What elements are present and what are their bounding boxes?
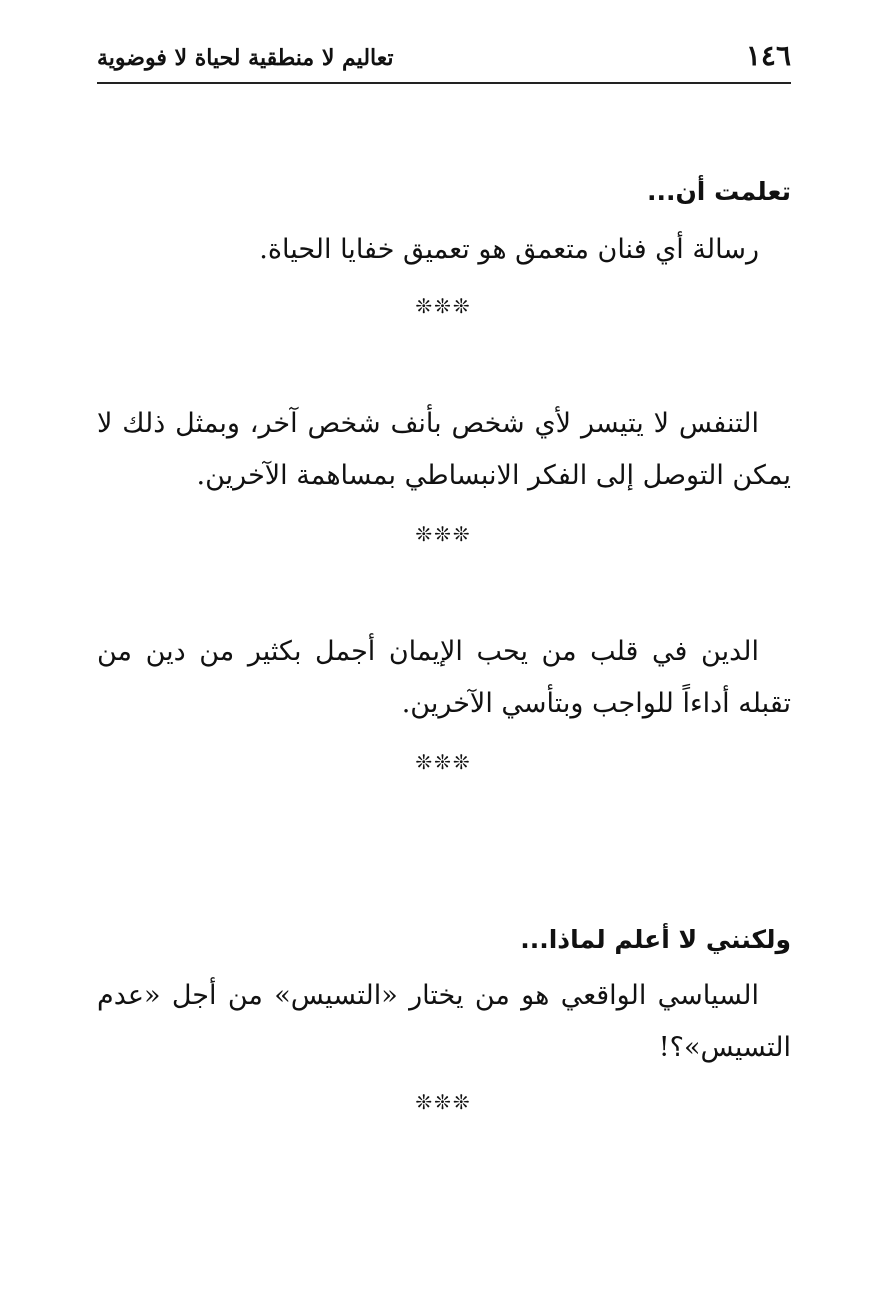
section-3 xyxy=(97,626,791,730)
section-paragraph: الدين في قلب من يحب الإيمان أجمل بكثير من دين من تقبله أداءاً للواجب وبتأسي الآخرين. xyxy=(97,636,791,719)
separator-ornament: ❊❊❊ xyxy=(415,750,472,774)
section-heading: تعلمت أن... xyxy=(646,177,791,206)
section-2 xyxy=(97,398,791,502)
separator-ornament: ❊❊❊ xyxy=(415,522,472,546)
section-heading: ولكنني لا أعلم لماذا... xyxy=(520,925,791,954)
section-paragraph: السياسي الواقعي هو من يختار «التسيس» من أجل «عدم التسيس»؟! xyxy=(97,980,791,1063)
section-paragraph: رسالة أي فنان متعمق هو تعميق خفايا الحياة. xyxy=(259,234,759,265)
separator-ornament: ❊❊❊ xyxy=(415,1090,472,1114)
separator-ornament: ❊❊❊ xyxy=(415,294,472,318)
section-1 xyxy=(97,172,791,276)
section-4 xyxy=(97,920,791,1074)
page-number: ١٤٦ xyxy=(745,39,791,72)
section-paragraph: التنفس لا يتيسر لأي شخص بأنف شخص آخر، وبمثل ذلك لا يمكن التوصل إلى الفكر الانبساطي بمساهمة الآخرين. xyxy=(97,408,791,491)
running-title: تعاليم لا منطقية لحياة لا فوضوية xyxy=(97,45,394,71)
page-header xyxy=(97,36,791,84)
